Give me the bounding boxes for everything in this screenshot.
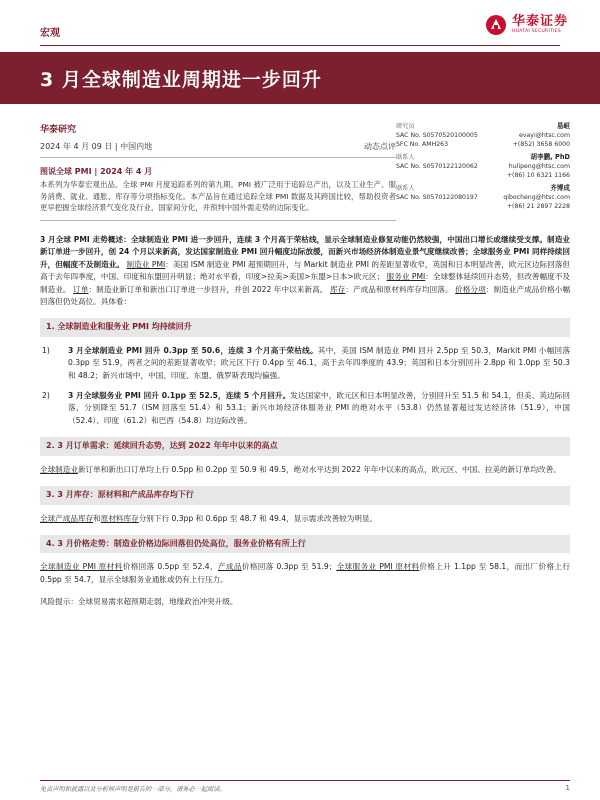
org-name: 华泰研究 [40,125,77,135]
analyst-sac-id: SAC No. S0570122120062 [396,163,478,170]
analyst-email: evayi@htsc.com [519,132,570,139]
page-title: 3 月全球制造业周期进一步回升 [40,69,322,91]
left-column [40,112,396,221]
analyst-row [396,193,570,202]
analyst-row [396,202,570,211]
summary-inventory-text: ：产成品和原材料库存均回落。 [345,284,453,294]
list-item [40,390,570,427]
analyst-column [396,112,570,211]
summary-lead: 3 月全球 PMI 走势概述：全球制造业 PMI 进一步回升，连续 3 个月高于荣枯线，显示全球制造业修复动能仍然较强，中国出口增长或继续受支撑。制造业新订单进一步回升，创 24 个月以来新高，发达国家制造业 PMI 回升幅度边际放缓，而新兴市场经济体制造业景气度继续改善；全球服务业 PMI 同样持续回升，但幅度不及制造业。 [40,235,570,269]
analyst-row [396,122,570,131]
inventory-paragraph [40,513,570,525]
analyst-row [396,153,570,162]
section-tag: 宏观 [40,28,60,39]
inventory-mid: 和 [93,513,101,523]
analyst-row [396,171,570,180]
analyst-sac-id: SAC No. S0570122080197 [396,194,478,201]
report-date: 2024 年 4 月 09 日 | 中国内地 [40,142,153,151]
list-item-body: 发达国家中，欧元区和日本明显改善，分别回升至 51.5 和 54.1，但美、英边际回落，分别降至 51.7（ISM 回落至 51.4）和 53.1；新兴市场经济体服务业 PMI 的绝对水平（53.8）仍然显著超过发达经济体（51.9），中国（52.4）、印度（61.2）和巴西（54.8）均边际改善。 [68,391,570,425]
summary-mfg-text: ：美国 ISM 制造业 PMI 超预期回升，与 Markit 制造业 PMI 的差距显著收窄，英国和日本明显改善，欧元区边际回落但高于去年四季度，中国、印度和东盟回升明显；绝对水平看，印度>拉美>美国>东盟>日本>欧元区； [40,259,570,282]
logo-name-cn: 华泰证券 [511,14,568,29]
analyst-role: 研究员 [396,123,415,130]
section-heading-3: 3. 3 月库存：原材料和产成品库存均下行 [40,486,570,504]
price-label-2: 产成品 [217,562,242,572]
analyst-row [396,131,570,140]
list-item-number: 2) [42,391,50,401]
price-text-3: 价格上升 1.1pp 至 58.1，而出厂价格上行 0.5pp 至 54.7，显示全球服务业通胀或仍有上行压力。 [40,562,571,584]
analyst-row [396,162,570,171]
analyst-phone: +(86) 21 2897 2228 [506,203,570,210]
list-item-text [68,345,570,382]
orders-text: 新订单和新出口订单均上行 0.5pp 和 0.2pp 至 50.9 和 49.5，绝对水平达到 2022 年年中以来的高点，欧元区、中国、拉美的新订单均改善。 [77,464,561,474]
summary-paragraph [40,234,570,308]
list-item-text [68,390,570,427]
list-item-lead: 3 月全球制造业 PMI 回升 0.3pp 至 50.6，连续 3 个月高于荣枯线。 [68,345,318,355]
report-type: 动态点评 [364,142,396,151]
analyst-role: 联系人 [396,154,415,161]
intro-divider [40,220,396,221]
summary-mfg-label: 制造业 PMI [126,259,166,269]
inventory-label-1: 全球产成品库存 [40,513,94,523]
orders-paragraph [40,464,570,476]
price-label-1: 全球制造业 PMI 原材料 [40,562,123,572]
analyst-name: 易峘 [556,122,570,130]
analyst-card [396,184,570,211]
list-item-lead: 3 月全球服务业 PMI 回升 0.1pp 至 52.5，连续 5 个月回升。 [68,391,291,401]
price-text-2: 价格回落 0.3pp 至 51.9； [241,562,337,572]
summary-svc-label: 服务业 PMI [386,272,426,282]
price-paragraph [40,561,570,586]
intro-text: 本系列为华泰宏观出品、全球 PMI 月度追踪系列的第九期。PMI 被广泛用于追踪总产出，以及工业生产、服务消费、就业、通胀、库存等分项指标变化。本产品旨在通过追踪全球 PMI 数据及其跨国比较，帮助投资者更早把握全球经济景气变化及行业、国家间分化，并预判中国外需走势的边际变化。 [40,180,396,213]
orders-label: 全球制造业 [40,464,78,474]
top-divider [40,45,560,46]
analyst-row [396,140,570,149]
analyst-email: hulipeng@htsc.com [508,163,570,170]
report-body [40,234,570,609]
analyst-sfc-id: SFC No. AMH263 [396,141,449,148]
analyst-email: qibocheng@htsc.com [503,194,570,201]
list-item-number: 1) [42,345,50,355]
intro-heading: 图说全球 PMI | 2024 年 4 月 [40,167,153,176]
analyst-sac-id: SAC No. S0570520100005 [396,132,478,139]
summary-price-label: 价格分项 [455,284,486,294]
list-item-body: 其中，美国 ISM 制造业 PMI 回升 2.5pp 至 50.3，Markit PMI 小幅回落 0.3pp 至 51.9，两者之间的差距显著收窄；欧元区下行 0.4pp 至 46.1，高于去年四季度的 43.9；英国和日本分别回升 2.8pp 和 1.0pp 至 50.3 和 48.2；新兴市场中，中国、印度、东盟、俄罗斯表现均偏强。 [68,345,570,380]
inventory-label-2: 原材料库存 [100,513,139,523]
analyst-phone: +(86) 10 6321 1166 [506,172,570,179]
analyst-phone: +(852) 3658 6000 [512,141,570,148]
section-heading-2: 2. 3 月订单需求：延续回升态势，达到 2022 年年中以来的高点 [40,437,570,455]
analyst-name: 齐博成 [550,184,570,192]
section-heading-4: 4. 3 月价格走势：制造业价格边际回落但仍处高位，服务业价格有所上行 [40,535,570,553]
analyst-list [396,112,570,211]
title-banner [0,52,600,104]
analyst-card [396,153,570,180]
summary-order-label: 订单 [73,284,89,294]
footer-divider [40,780,570,781]
analyst-name: 胡李鹏, PhD [530,153,570,161]
analyst-row [396,184,570,193]
summary-svc-text: ：全球整体延续回升态势，但改善幅度不及制造业。 [40,272,570,294]
summary-price-text: ：制造业产成品价格小幅回落但仍处高位。具体看： [40,284,571,307]
brand-logo [485,14,568,36]
price-text-1: 价格回落 0.5pp 至 52.4， [122,562,218,572]
price-label-3: 全球服务业 PMI 原材料 [336,562,420,572]
top-bar [0,0,600,44]
disclaimer-note: 免责声明和披露以及分析师声明是报告的一部分，请务必一起阅读。 [40,786,226,793]
inventory-text: 分别下行 0.3pp 和 0.6pp 至 48.7 和 49.4，显示需求改善较为明显。 [138,513,378,523]
summary-inventory-label: 库存 [329,284,346,294]
analyst-card [396,122,570,149]
list-item [40,345,570,382]
risk-warning: 风险提示：全球贸易需求超预期走弱，地缘政治冲突升级。 [40,597,238,607]
logo-name-en: HUATAI SECURITIES [511,29,562,34]
date-row [40,141,396,158]
analyst-role: 联系人 [396,185,415,192]
huatai-logo-icon [485,14,507,36]
summary-order-text: ：制造业新订单和新出口订单进一步回升，并创 2022 年中以来新高。 [88,284,328,294]
page-number: 1 [565,784,570,792]
section-heading-1: 1. 全球制造业和服务业 PMI 均持续回升 [40,318,570,336]
